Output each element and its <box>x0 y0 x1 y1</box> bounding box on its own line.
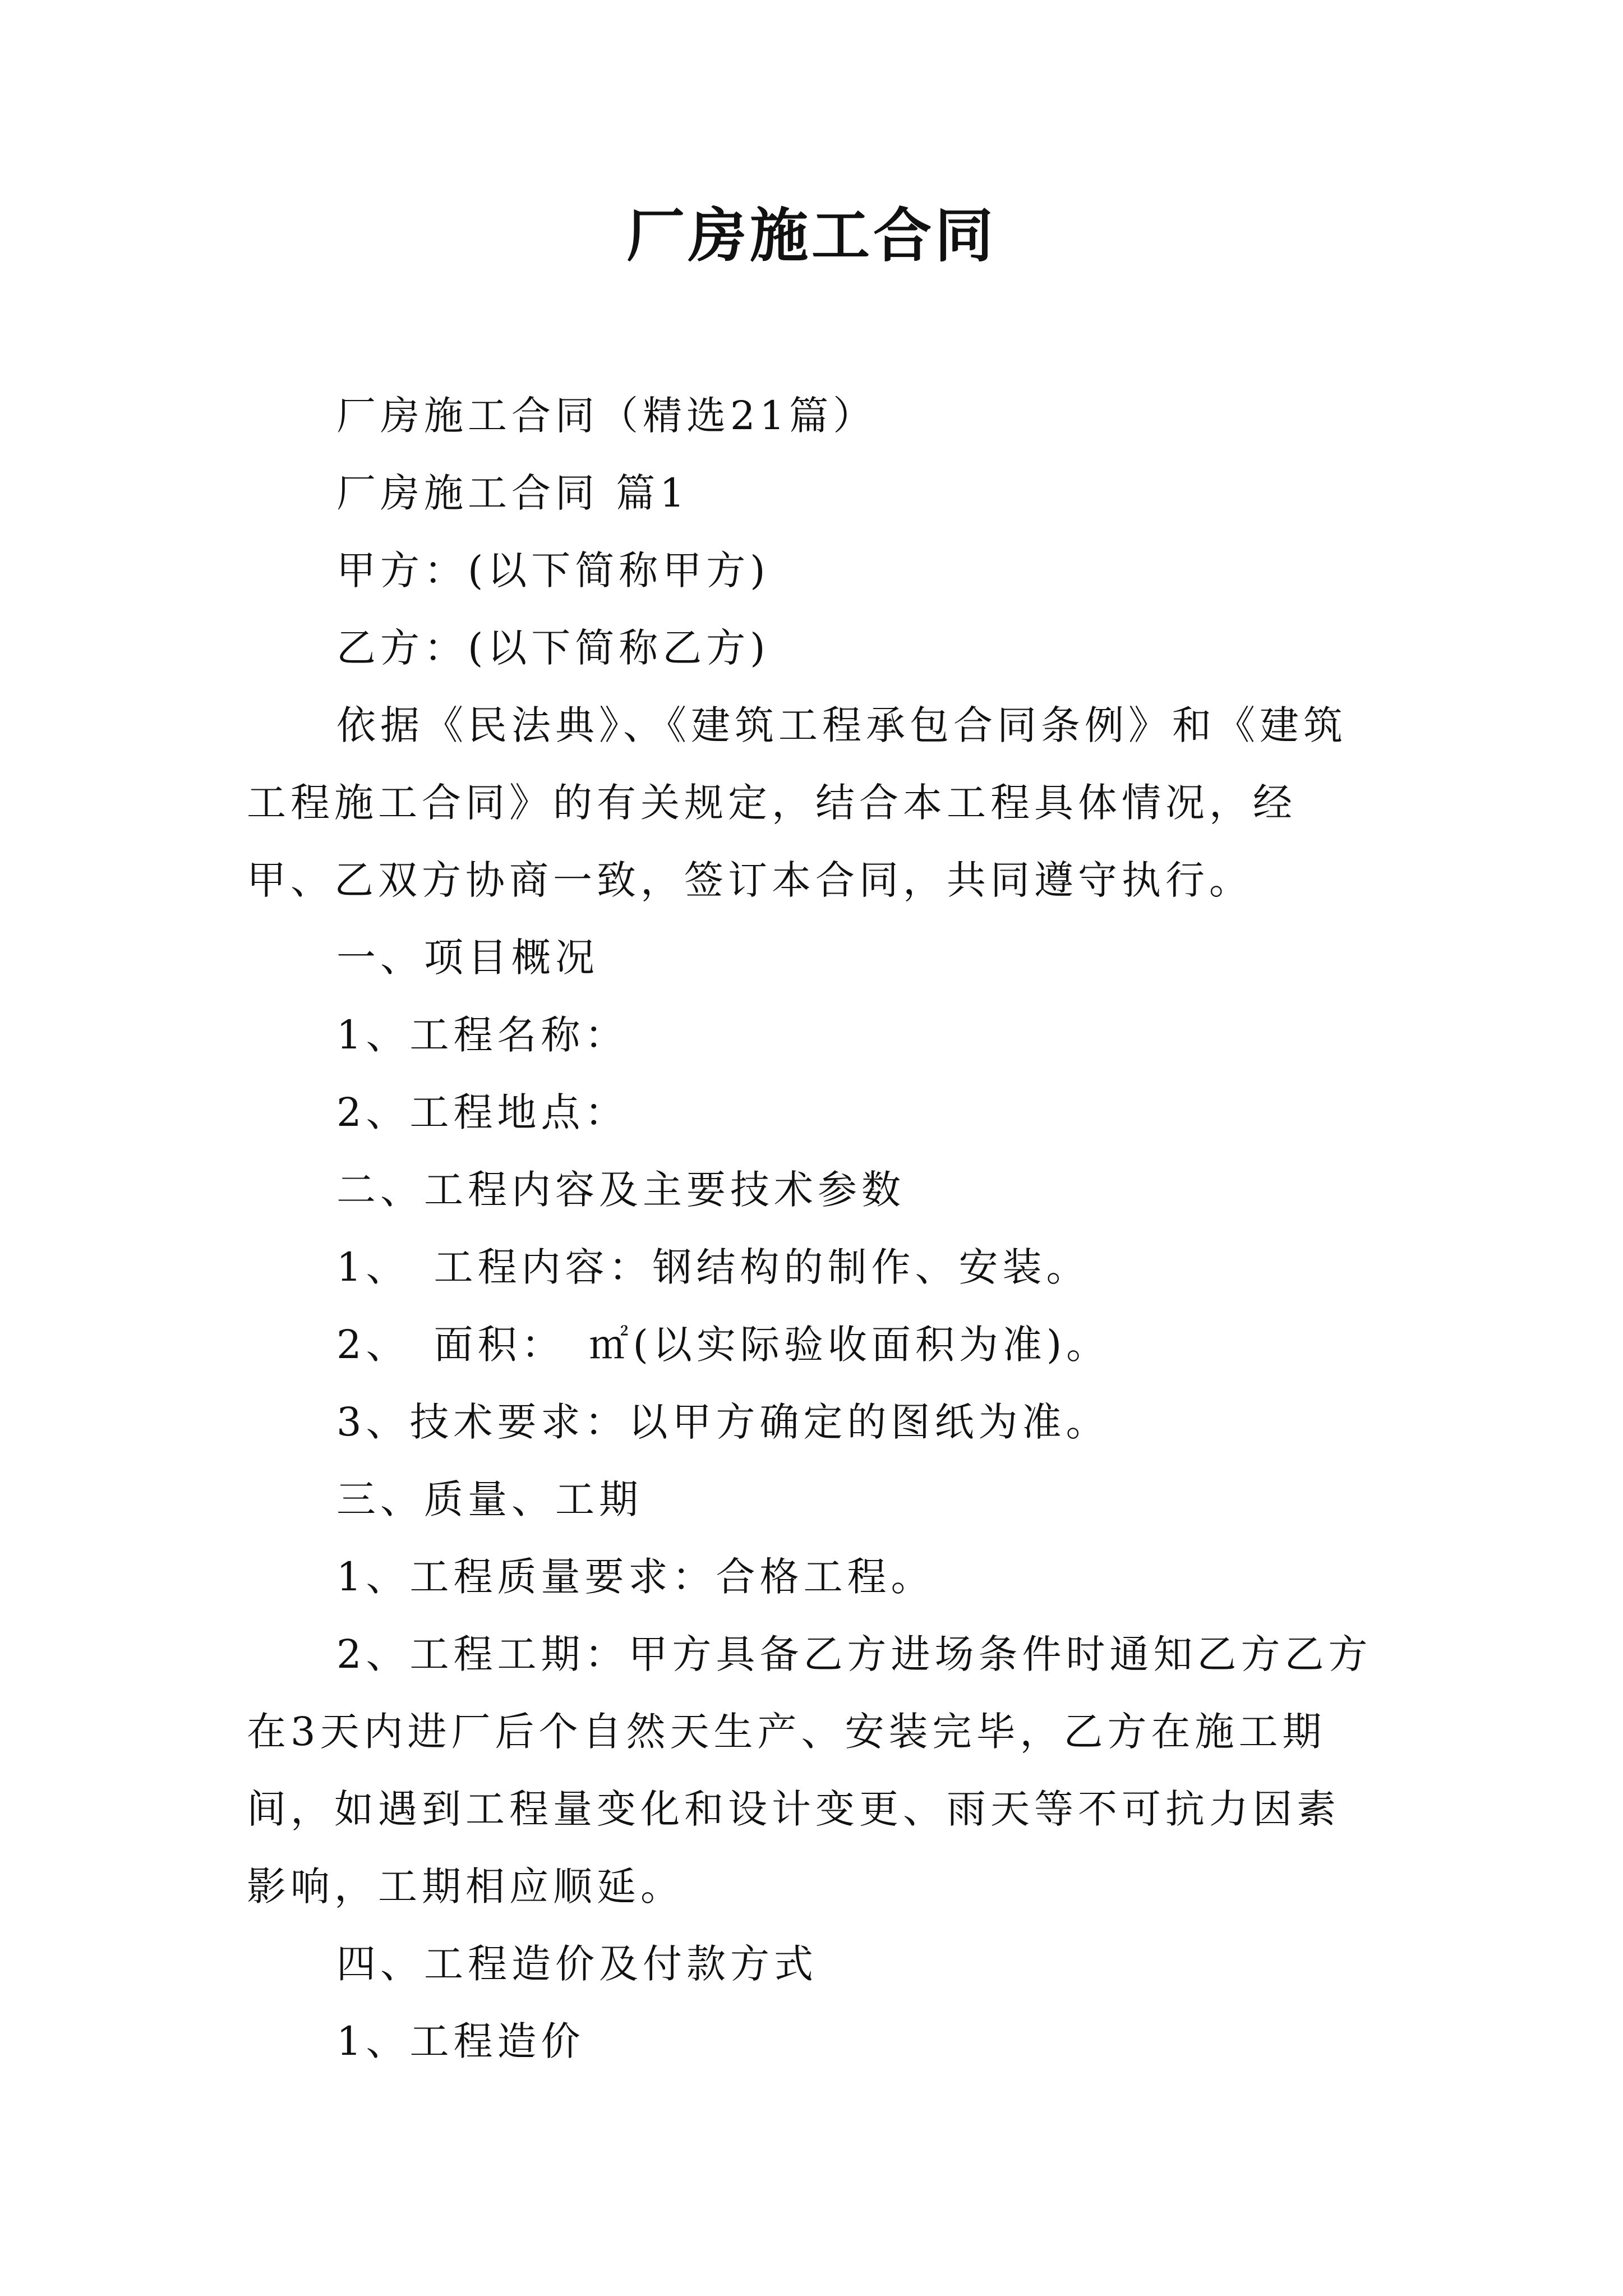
paragraph-tech-requirements: 3、技术要求：以甲方确定的图纸为准。 <box>336 1399 1110 1445</box>
document-title: 厂房施工合同 <box>626 201 997 270</box>
paragraph-quality-requirement: 1、工程质量要求：合格工程。 <box>336 1554 935 1600</box>
paragraph-section-heading: 厂房施工合同 篇1 <box>336 470 689 516</box>
paragraph-area: 2、 面积： ㎡(以实际验收面积为准)。 <box>336 1322 1110 1368</box>
paragraph-party-a: 甲方：(以下简称甲方) <box>336 547 770 593</box>
document-body <box>247 377 1380 2080</box>
paragraph-basis: 依据《民法典》、《建筑工程承包合同条例》和《建筑工程施工合同》的有关规定，结合本工程具体情况，经甲、乙双方协商一致，签订本合同，共同遵守执行。 <box>247 702 1347 903</box>
paragraph-project-location: 2、工程地点： <box>336 1089 629 1135</box>
paragraph-heading-content: 二、工程内容及主要技术参数 <box>336 1167 905 1213</box>
paragraph-subtitle: 厂房施工合同（精选21篇） <box>336 393 877 439</box>
paragraph-heading-overview: 一、项目概况 <box>336 935 599 981</box>
paragraph-heading-quality: 三、质量、工期 <box>336 1476 643 1522</box>
paragraph-work-content: 1、 工程内容：钢结构的制作、安装。 <box>336 1244 1090 1290</box>
paragraph-heading-cost: 四、工程造价及付款方式 <box>336 1941 818 1987</box>
paragraph-project-name: 1、工程名称： <box>336 1012 629 1058</box>
paragraph-party-b: 乙方：(以下简称乙方) <box>336 625 770 671</box>
paragraph-project-cost: 1、工程造价 <box>336 2018 585 2064</box>
paragraph-schedule: 2、工程工期：甲方具备乙方进场条件时通知乙方乙方在3天内进厂后个自然天生产、安装完毕，乙方在施工期间，如遇到工程量变化和设计变更、雨天等不可抗力因素影响，工期相应顺延。 <box>247 1631 1372 1910</box>
